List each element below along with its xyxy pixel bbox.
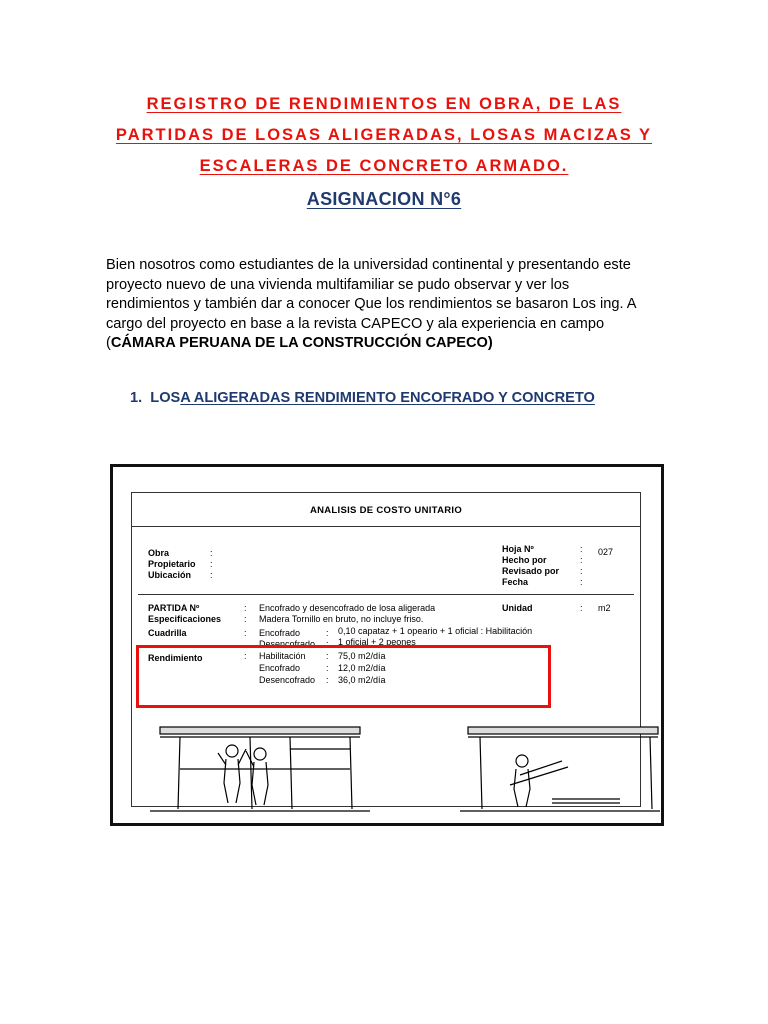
colon-fecha: : <box>580 577 583 587</box>
value-hoja: 027 <box>598 547 614 557</box>
colon-rend-habilitacion: : <box>326 651 329 661</box>
label-revisado-por: Revisado por <box>502 566 560 576</box>
title-line-1: REGISTRO DE RENDIMIENTOS EN OBRA, DE LAS <box>146 95 622 113</box>
colon-rend-encofrado: : <box>326 663 329 673</box>
label-hoja: Hoja Nº <box>502 544 534 554</box>
cuadrilla-value-desencofrado: 1 oficial + 2 peones <box>338 637 416 647</box>
label-hecho-por: Hecho por <box>502 555 547 565</box>
rendimiento-value-desencofrado: 36,0 m2/día <box>338 675 386 685</box>
label-cuadrilla: Cuadrilla <box>148 628 187 638</box>
rendimiento-item-desencofrado: Desencofrado <box>259 675 316 685</box>
label-fecha: Fecha <box>502 577 529 587</box>
colon-partida: : <box>244 603 247 613</box>
intro-open-paren: ( <box>106 335 111 352</box>
label-unidad: Unidad <box>502 603 533 613</box>
colon-cuadrilla-encofrado: : <box>326 628 329 638</box>
colon-cuadrilla-desencofrado: : <box>326 639 329 649</box>
colon-cuadrilla: : <box>244 628 247 638</box>
assignment-subtitle: ASIGNACION N°6 <box>306 189 462 209</box>
sheet-header: ANALISIS DE COSTO UNITARIO <box>132 493 640 527</box>
section-prefix: LOS <box>150 390 181 406</box>
colon-rend-desencofrado: : <box>326 675 329 685</box>
section-number: 1. <box>130 390 143 406</box>
value-especificaciones: Madera Tornillo en bruto, no incluye friso. <box>259 614 424 624</box>
colon-especificaciones: : <box>244 614 247 624</box>
colon-unidad: : <box>580 603 583 613</box>
intro-capeco-bold: CÁMARA PERUANA DE LA CONSTRUCCIÓN CAPECO) <box>110 335 493 352</box>
intro-line-2: proyecto nuevo de una vivienda multifamiliar se pudo observar y ver los <box>106 276 570 293</box>
value-unidad: m2 <box>598 603 611 613</box>
colon-obra: : <box>210 548 213 558</box>
document-title <box>0 92 768 185</box>
rendimiento-item-habilitacion: Habilitación <box>259 651 306 661</box>
sheet-divider <box>138 594 634 595</box>
label-ubicacion: Ubicación <box>148 570 192 580</box>
title-line-2: PARTIDAS DE LOSAS ALIGERADAS, LOSAS MACIZAS Y <box>115 126 653 144</box>
rendimiento-item-encofrado: Encofrado <box>259 663 301 673</box>
colon-propietario: : <box>210 559 213 569</box>
label-partida: PARTIDA Nº <box>148 603 200 613</box>
section-underlined-text: A ALIGERADAS RENDIMIENTO ENCOFRADO Y CONCRETO <box>180 390 595 406</box>
value-partida: Encofrado y desencofrado de losa aligerada <box>259 603 436 613</box>
rendimiento-highlight-box <box>136 645 551 708</box>
intro-line-4: cargo del proyecto en base a la revista CAPECO y ala experiencia en campo <box>106 315 605 332</box>
label-especificaciones: Especificaciones <box>148 614 222 624</box>
intro-paragraph <box>106 256 666 354</box>
colon-ubicacion: : <box>210 570 213 580</box>
colon-rendimiento: : <box>244 651 247 661</box>
rendimiento-value-encofrado: 12,0 m2/día <box>338 663 386 673</box>
colon-hoja: : <box>580 544 583 554</box>
label-obra: Obra <box>148 548 170 558</box>
label-rendimiento: Rendimiento <box>148 653 203 663</box>
colon-hecho-por: : <box>580 555 583 565</box>
colon-revisado-por: : <box>580 566 583 576</box>
cuadrilla-item-encofrado: Encofrado <box>259 628 301 638</box>
label-propietario: Propietario <box>148 559 196 569</box>
formwork-illustration <box>150 721 660 831</box>
cuadrilla-item-desencofrado: Desencofrado <box>259 639 316 649</box>
title-line-3: ESCALERAS DE CONCRETO ARMADO. <box>199 157 569 175</box>
section-heading-1 <box>130 390 595 406</box>
cuadrilla-value-encofrado: 0,10 capataz + 1 opeario + 1 oficial : Habilitación <box>338 626 533 636</box>
intro-line-3: rendimientos y también dar a conocer Que los rendimientos se basaron Los ing. A <box>106 296 637 313</box>
intro-line-1: Bien nosotros como estudiantes de la universidad continental y presentando este <box>106 257 631 273</box>
intro-line-5 <box>106 334 666 354</box>
rendimiento-value-habilitacion: 75,0 m2/día <box>338 651 386 661</box>
